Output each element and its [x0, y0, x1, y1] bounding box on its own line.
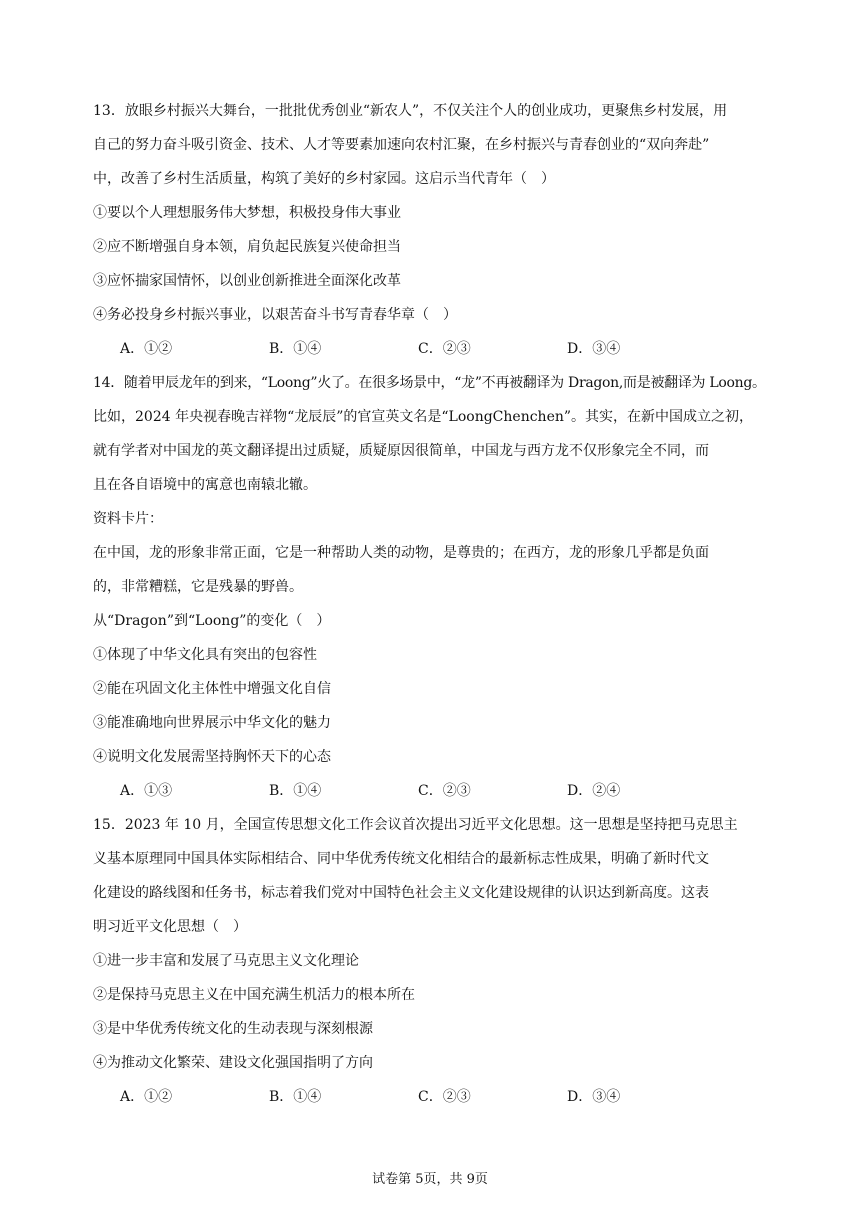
option-a[interactable]: A．①② [120, 341, 173, 357]
statement-item: ④务必投身乡村振兴事业，以艰苦奋斗书写青春华章（ ） [93, 307, 457, 323]
question-14 [93, 366, 773, 808]
question-15 [93, 808, 773, 1114]
question-stem-line: 14．随着甲辰龙年的到来，“Loong”火了。在很多场景中，“龙”不再被翻译为 Dragon,而是被翻译为 Loong。 [93, 375, 766, 391]
option-d[interactable]: D．③④ [567, 341, 621, 357]
material-card-text: 在中国，龙的形象非常正面，它是一种帮助人类的动物，是尊贵的；在西方，龙的形象几乎都是负面 [93, 545, 709, 561]
statement-item: ②应不断增强自身本领，肩负起民族复兴使命担当 [93, 239, 401, 255]
statement-item: ③应怀揣家国情怀，以创业创新推进全面深化改革 [93, 273, 401, 289]
question-stem-line: 就有学者对中国龙的英文翻译提出过质疑，质疑原因很简单，中国龙与西方龙不仅形象完全不同，而 [93, 443, 709, 459]
option-b[interactable]: B．①④ [269, 341, 322, 357]
option-c[interactable]: C．②③ [418, 783, 471, 799]
statement-item: ③能准确地向世界展示中华文化的魅力 [93, 715, 331, 731]
option-a[interactable]: A．①② [120, 1089, 173, 1105]
question-stem-line: 化建设的路线图和任务书，标志着我们党对中国特色社会主义文化建设规律的认识达到新高度。这表 [93, 885, 709, 901]
answer-options [93, 1080, 773, 1114]
material-card-label: 资料卡片： [93, 511, 163, 527]
option-a[interactable]: A．①③ [120, 783, 173, 799]
statement-item: ④为推动文化繁荣、建设文化强国指明了方向 [93, 1055, 373, 1071]
option-b[interactable]: B．①④ [269, 783, 322, 799]
statement-item: ②能在巩固文化主体性中增强文化自信 [93, 681, 331, 697]
answer-options [93, 774, 773, 808]
statement-item: ②是保持马克思主义在中国充满生机活力的根本所在 [93, 987, 415, 1003]
option-d[interactable]: D．③④ [567, 1089, 621, 1105]
option-d[interactable]: D．②④ [567, 783, 621, 799]
question-stem-line: 自己的努力奋斗吸引资金、技术、人才等要素加速向农村汇聚，在乡村振兴与青春创业的“双向奔赴” [93, 137, 710, 153]
question-stem-line: 13．放眼乡村振兴大舞台，一批批优秀创业“新农人”，不仅关注个人的创业成功，更聚焦乡村发展，用 [93, 103, 728, 119]
option-c[interactable]: C．②③ [418, 341, 471, 357]
answer-options [93, 332, 773, 366]
question-13 [93, 94, 773, 366]
statement-item: ①体现了中华文化具有突出的包容性 [93, 647, 317, 663]
question-stem-line: 明习近平文化思想（ ） [93, 919, 247, 935]
option-c[interactable]: C．②③ [418, 1089, 471, 1105]
option-b[interactable]: B．①④ [269, 1089, 322, 1105]
statement-item: ③是中华优秀传统文化的生动表现与深刻根源 [93, 1021, 373, 1037]
question-stem-line: 且在各自语境中的寓意也南辕北辙。 [93, 477, 317, 493]
material-card-text: 的，非常糟糕，它是残暴的野兽。 [93, 579, 303, 595]
question-stem-line: 15．2023 年 10 月，全国宣传思想文化工作会议首次提出习近平文化思想。这一思想是坚持把马克思主 [93, 817, 738, 833]
statement-item: ④说明文化发展需坚持胸怀天下的心态 [93, 749, 331, 765]
question-stem-line: 中，改善了乡村生活质量，构筑了美好的乡村家园。这启示当代青年（ ） [93, 171, 555, 187]
page-footer: 试卷第 5页，共 9页 [372, 1172, 488, 1187]
statement-item: ①要以个人理想服务伟大梦想，积极投身伟大事业 [93, 205, 401, 221]
question-stem-line: 义基本原理同中国具体实际相结合、同中华优秀传统文化相结合的最新标志性成果，明确了新时代文 [93, 851, 709, 867]
statement-item: ①进一步丰富和发展了马克思主义文化理论 [93, 953, 359, 969]
questions-container [93, 94, 773, 1114]
question-stem-line: 比如，2024 年央视春晚吉祥物“龙辰辰”的官宣英文名是“LoongChenchen”。其实，在新中国成立之初， [93, 409, 754, 425]
question-prompt: 从“Dragon”到“Loong”的变化（ ） [93, 613, 331, 629]
